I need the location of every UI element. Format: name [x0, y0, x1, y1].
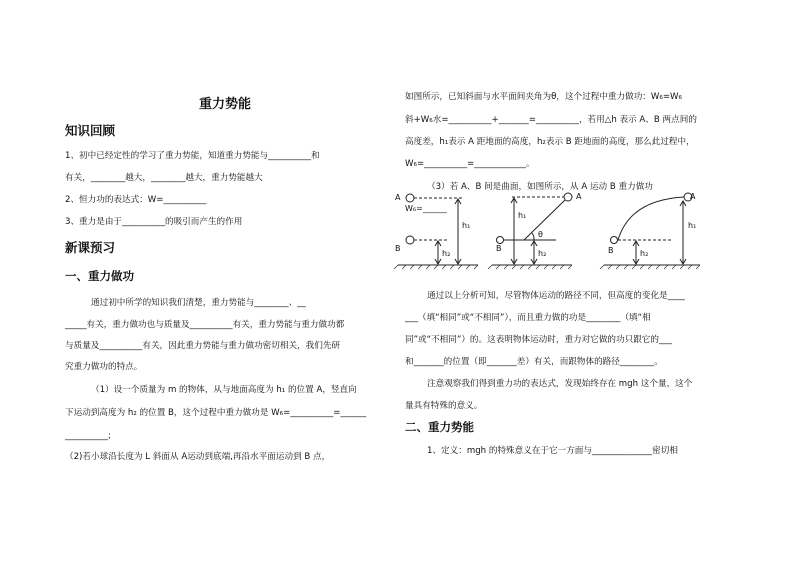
review-q3: 3、重力是由于__________的吸引而产生的作用: [65, 217, 243, 227]
label-b-3: B: [608, 246, 614, 255]
right-case2-line2: 斜+W₆水=__________+_______=__________，若用△h 表示 A、B 两点间的: [405, 115, 697, 125]
definition-line1: 1、定义：mgh 的特殊意义在于它一方面与______________密切相: [427, 446, 678, 456]
right-case2-line4: W₆=__________=____________。: [405, 159, 535, 169]
review-q2: 2、恒力功的表达式：W=__________: [65, 195, 207, 205]
section-knowledge-review: 知识回顾: [65, 123, 116, 138]
wg-blank-label: W₆=______: [405, 204, 447, 213]
label-h1-1: h₁: [462, 221, 471, 230]
label-h2-3: h₂: [640, 249, 649, 258]
label-a-2: A: [576, 192, 582, 201]
right-case3-line: （3）若 A、B 间是曲面，如图所示，从 A 运动 B 重力做功: [427, 182, 653, 192]
right-case2-line3: 高度差，h₁表示 A 距地面的高度，h₂表示 B 距地面的高度，那么此过程中，: [405, 137, 695, 147]
ball-b: [406, 236, 414, 244]
ball-a: [406, 194, 414, 202]
para-case1-2: 下运动到高度为 h₂ 的位置 B，这个过程中重力做功是 W₆=__________=______: [65, 408, 367, 418]
label-theta: θ: [538, 230, 543, 239]
para-case2-1: （2)若小球沿长度为 L 斜面从 A运动到底端,再沿水平面运动到 B 点，: [65, 452, 331, 462]
right-case2-line1: 如图所示，已知斜面与水平面间夹角为θ，这个过程中重力做功：W₆=W₆: [405, 92, 682, 102]
analysis-line3: 同”或“不相同”）的。这表明物体运动时，重力对它做的功只跟它的___: [405, 335, 672, 345]
label-h2-1: h₂: [442, 249, 451, 258]
section-gravity-potential: 二、重力势能: [405, 420, 474, 434]
analysis-line4: 和_______的位置（即_______差）有关，而跟物体的路径________。: [405, 357, 663, 367]
analysis-line5: 注意观察我们得到重力功的表达式，发现始终存在 mgh 这个量，这个: [427, 379, 693, 389]
analysis-line2: ___（填“相同”或“不相同”），而且重力做的功是________（填“相: [405, 313, 651, 323]
section-gravity-work: 一、重力做功: [65, 269, 134, 283]
label-b-2: B: [496, 244, 502, 253]
label-a-3: A: [690, 192, 696, 201]
analysis-line1: 通过以上分析可知，尽管物体运动的路径不同，但高度的变化是____: [427, 291, 685, 301]
label-h2-2: h₂: [538, 249, 547, 258]
figure-incline: [488, 193, 572, 269]
review-q1-line2: 有关，________越大，________越大，重力势能越大: [65, 173, 263, 183]
para-gravity-work-1: 通过初中所学的知识我们清楚，重力势能与________、__: [91, 298, 306, 308]
analysis-line6: 量具有特殊的意义。: [405, 401, 483, 411]
figure-curve: [600, 193, 700, 269]
review-q1-line1: 1、初中已经定性的学习了重力势能，知道重力势能与__________和: [65, 151, 320, 161]
page-title: 重力势能: [199, 97, 252, 112]
label-h1-3: h₁: [688, 221, 697, 230]
para-gravity-work-2: _____有关，重力做功也与质量及__________有关，重力势能与重力做功都: [65, 320, 345, 330]
section-preview: 新课预习: [65, 240, 116, 255]
para-case1-1: （1）设一个质量为 m 的物体，从与地面高度为 h₁ 的位置 A，竖直向: [91, 385, 357, 395]
label-b-1: B: [395, 244, 401, 253]
para-gravity-work-3: 与质量及__________有关，因此重力势能与重力做功密切相关，我们先研: [65, 341, 341, 351]
para-gravity-work-4: 究重力做功的特点。: [65, 362, 143, 372]
label-h1-2: h₁: [518, 211, 527, 220]
para-case1-3: __________;: [65, 431, 111, 441]
label-a-1: A: [395, 193, 401, 202]
